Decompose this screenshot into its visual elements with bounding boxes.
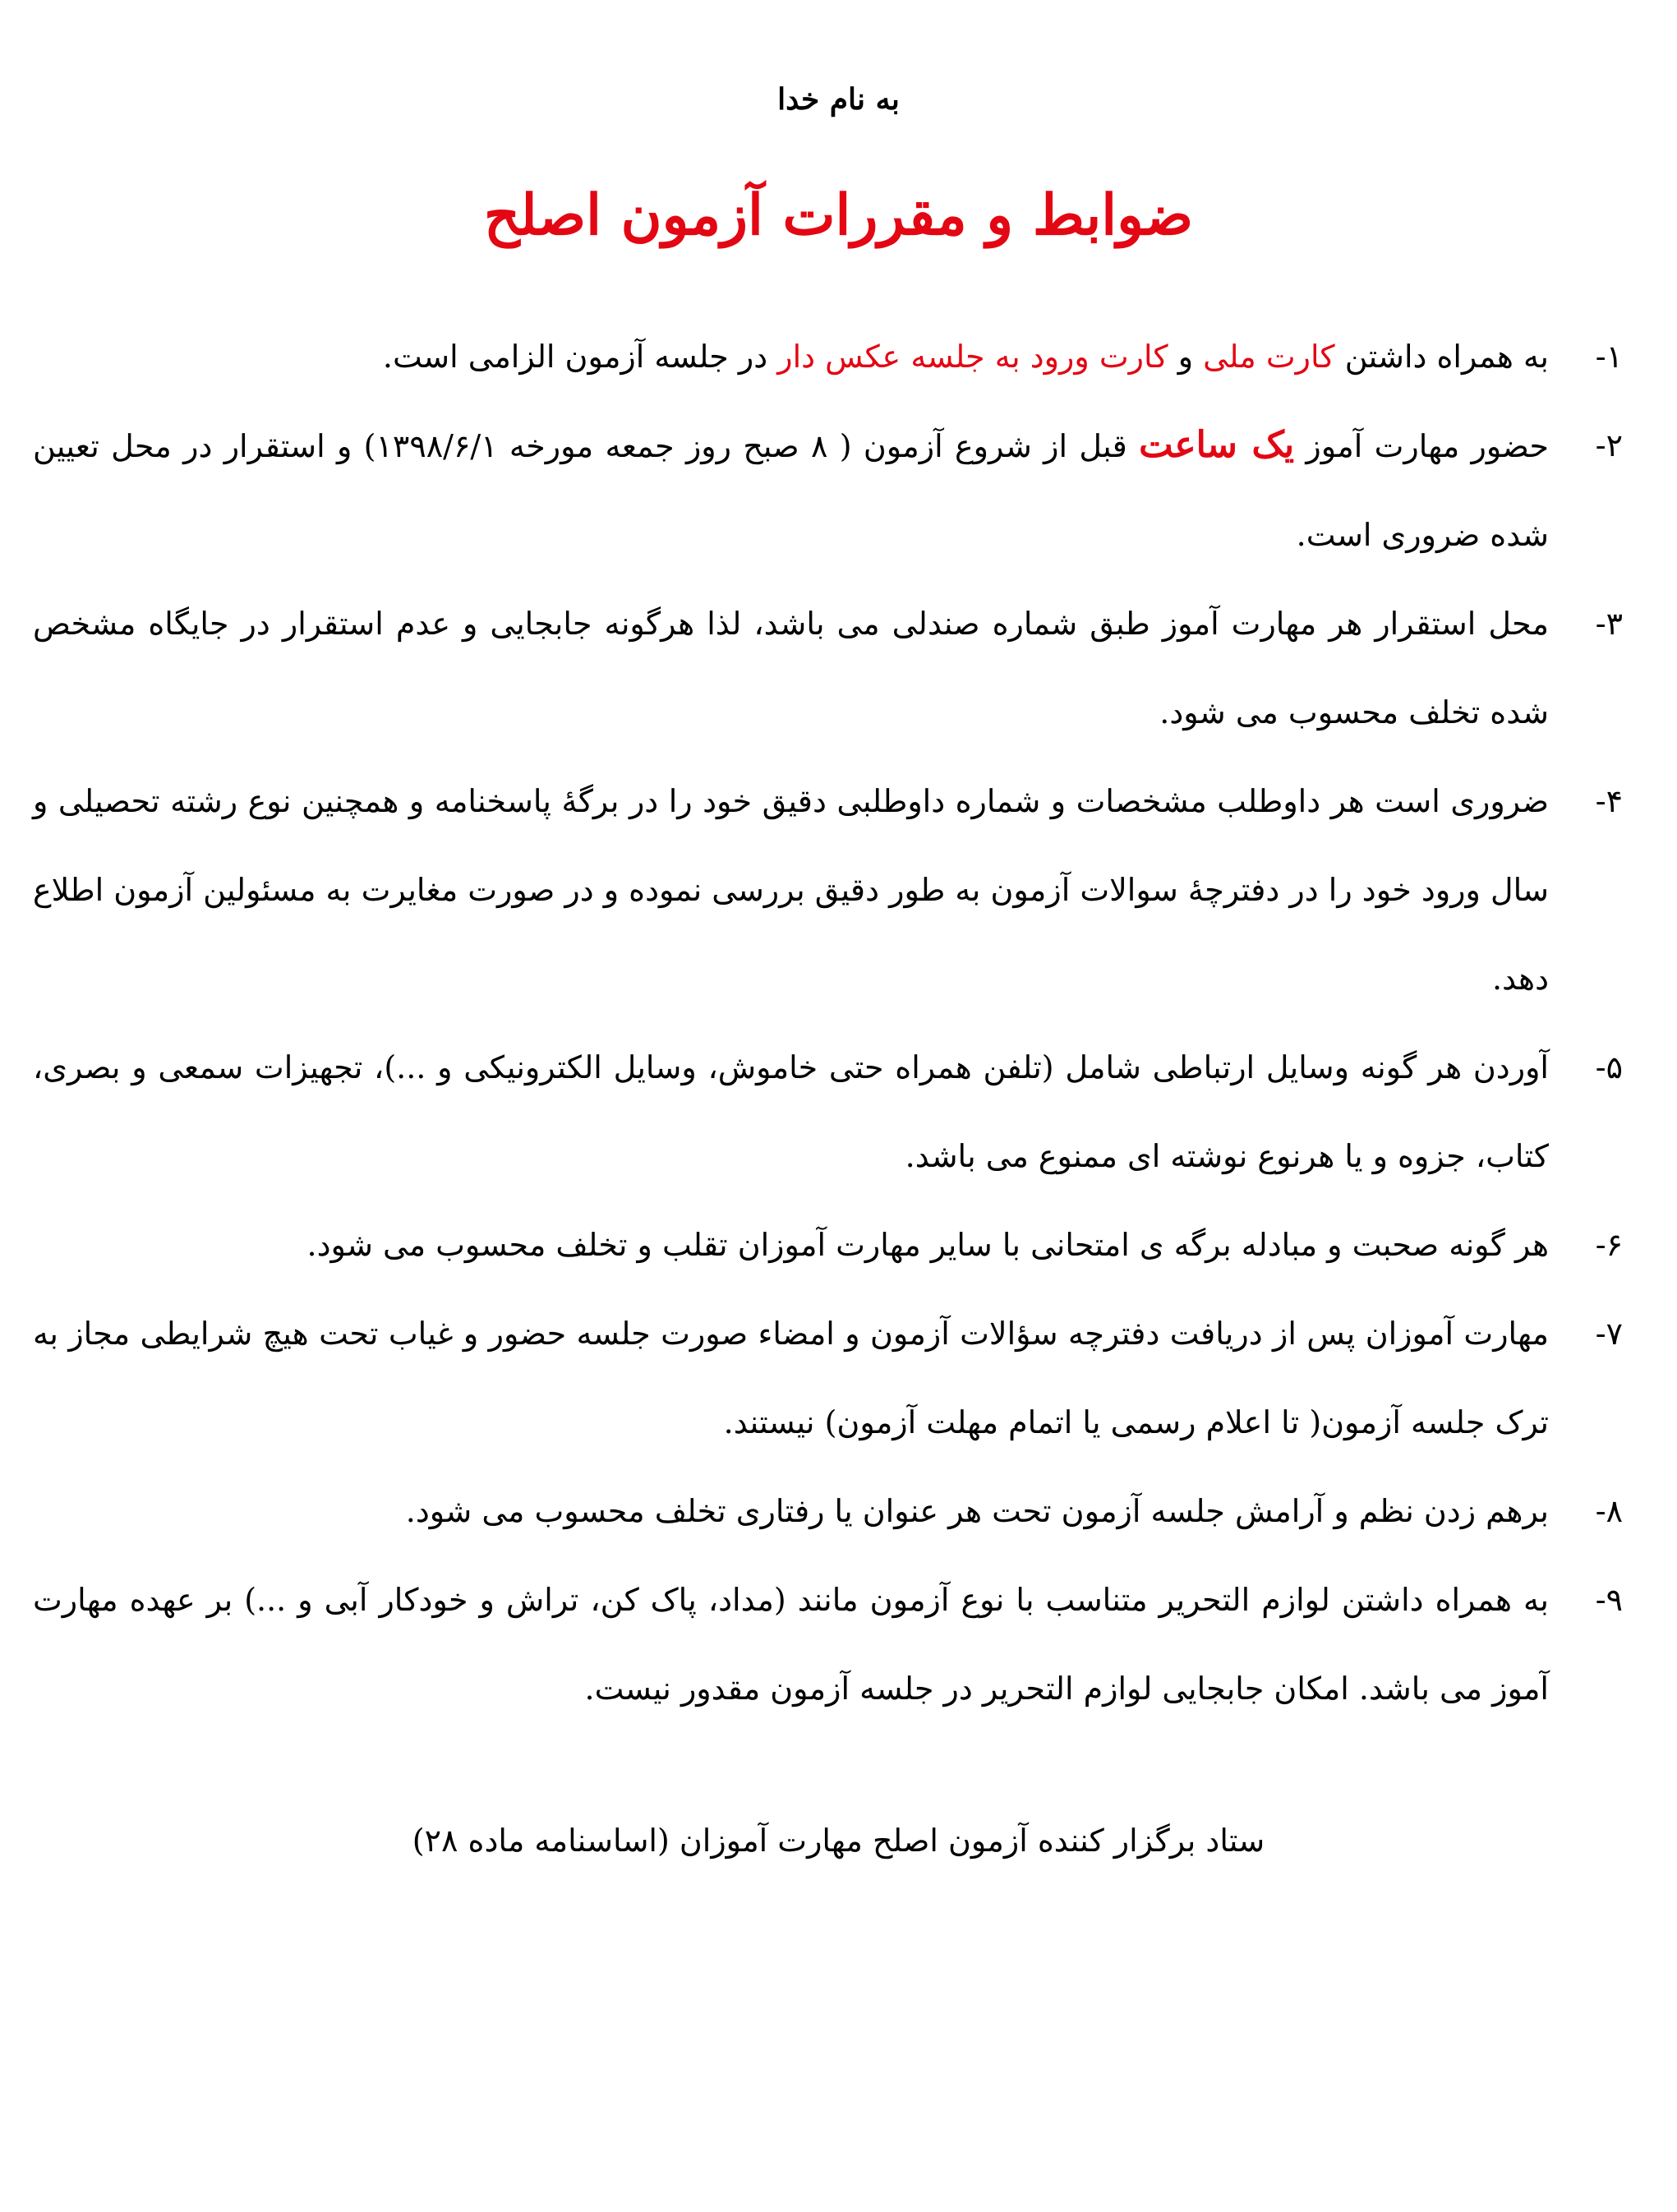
rule-item-6 [33, 1200, 1623, 1289]
rule-text: محل استقرار هر مهارت آموز طبق شماره صندلی می باشد، لذا هرگونه جابجایی و عدم استقرار در جایگاه مشخص شده تخلف محسوب می شود. [33, 606, 1549, 730]
rule-text: حضور مهارت آموز [1306, 428, 1549, 464]
rule-number: ۹- [1595, 1582, 1623, 1618]
rule-number: ۷- [1595, 1316, 1623, 1352]
rule-text: هر گونه صحبت و مبادله برگه ی امتحانی با سایر مهارت آموزان تقلب و تخلف محسوب می شود. [306, 1227, 1549, 1263]
rule-number: ۳- [1595, 606, 1623, 642]
rule-number: ۲- [1595, 427, 1623, 463]
rule-highlight-entry-card: کارت ورود به جلسه عکس دار [777, 339, 1168, 375]
rule-text: به همراه داشتن [1344, 339, 1549, 375]
bismillah-heading: به نام خدا [777, 82, 900, 117]
rule-item-1 [33, 312, 1623, 401]
rule-text: آوردن هر گونه وسایل ارتباطی شامل (تلفن همراه حتی خاموش، وسایل الکترونیکی و ...)، تجهیزات سمعی و بصری، کتاب، جزوه و یا هرنوع نوشته ای ممنوع می باشد. [33, 1049, 1549, 1174]
rule-text: به همراه داشتن لوازم التحریر متناسب با نوع آزمون مانند (مداد، پاک کن، تراش و خودکار آبی و ...) بر عهده مهارت آموز می باشد. امکان جابجایی لوازم التحریر در جلسه آزمون مقدور نیست. [33, 1582, 1549, 1707]
rule-number: ۸- [1595, 1493, 1623, 1529]
rule-number: ۱- [1595, 339, 1623, 375]
rule-text: مهارت آموزان پس از دریافت دفترچه سؤالات آزمون و امضاء صورت جلسه حضور و غیاب تحت هیچ شرایطی مجاز به ترک جلسه آزمون( تا اعلام رسمی یا اتمام مهلت آزمون) نیستند. [33, 1316, 1549, 1440]
footer-signature: ستاد برگزار کننده آزمون اصلح مهارت آموزان (اساسنامه ماده ۲۸) [412, 1823, 1265, 1859]
rule-item-8 [33, 1467, 1623, 1555]
rule-item-4 [33, 757, 1623, 1023]
rule-text: در جلسه آزمون الزامی است. [382, 339, 768, 375]
rule-text: و [1177, 339, 1194, 375]
rule-text: برهم زدن نظم و آرامش جلسه آزمون تحت هر عنوان یا رفتاری تخلف محسوب می شود. [405, 1493, 1549, 1529]
rule-item-9 [33, 1555, 1623, 1733]
rule-item-7 [33, 1289, 1623, 1467]
rule-number: ۶- [1595, 1227, 1623, 1263]
rule-text: قبل از شروع آزمون ( ۸ صبح روز جمعه مورخه ۱۳۹۸/۶/۱) و استقرار در محل تعیین شده ضروری است. [33, 428, 1549, 553]
rule-number: ۵- [1595, 1049, 1623, 1085]
rule-number: ۴- [1595, 783, 1623, 819]
rule-highlight-one-hour: یک ساعت [1139, 424, 1295, 466]
rule-item-5 [33, 1023, 1623, 1200]
rule-item-3 [33, 579, 1623, 757]
rule-item-2 [33, 401, 1623, 579]
rule-highlight-national-card: کارت ملی [1203, 339, 1335, 375]
rule-text: ضروری است هر داوطلب مشخصات و شماره داوطلبی دقیق خود را در برگۀ پاسخنامه و همچنین نوع رشته تحصیلی و سال ورود خود را در دفترچۀ سوالات آزمون به طور دقیق بررسی نموده و در صورت مغایرت به مسئولین آزمون اطلاع دهد. [33, 783, 1549, 997]
rules-list [33, 312, 1623, 1733]
page-title: ضوابط و مقررات آزمون اصلح [483, 182, 1194, 248]
